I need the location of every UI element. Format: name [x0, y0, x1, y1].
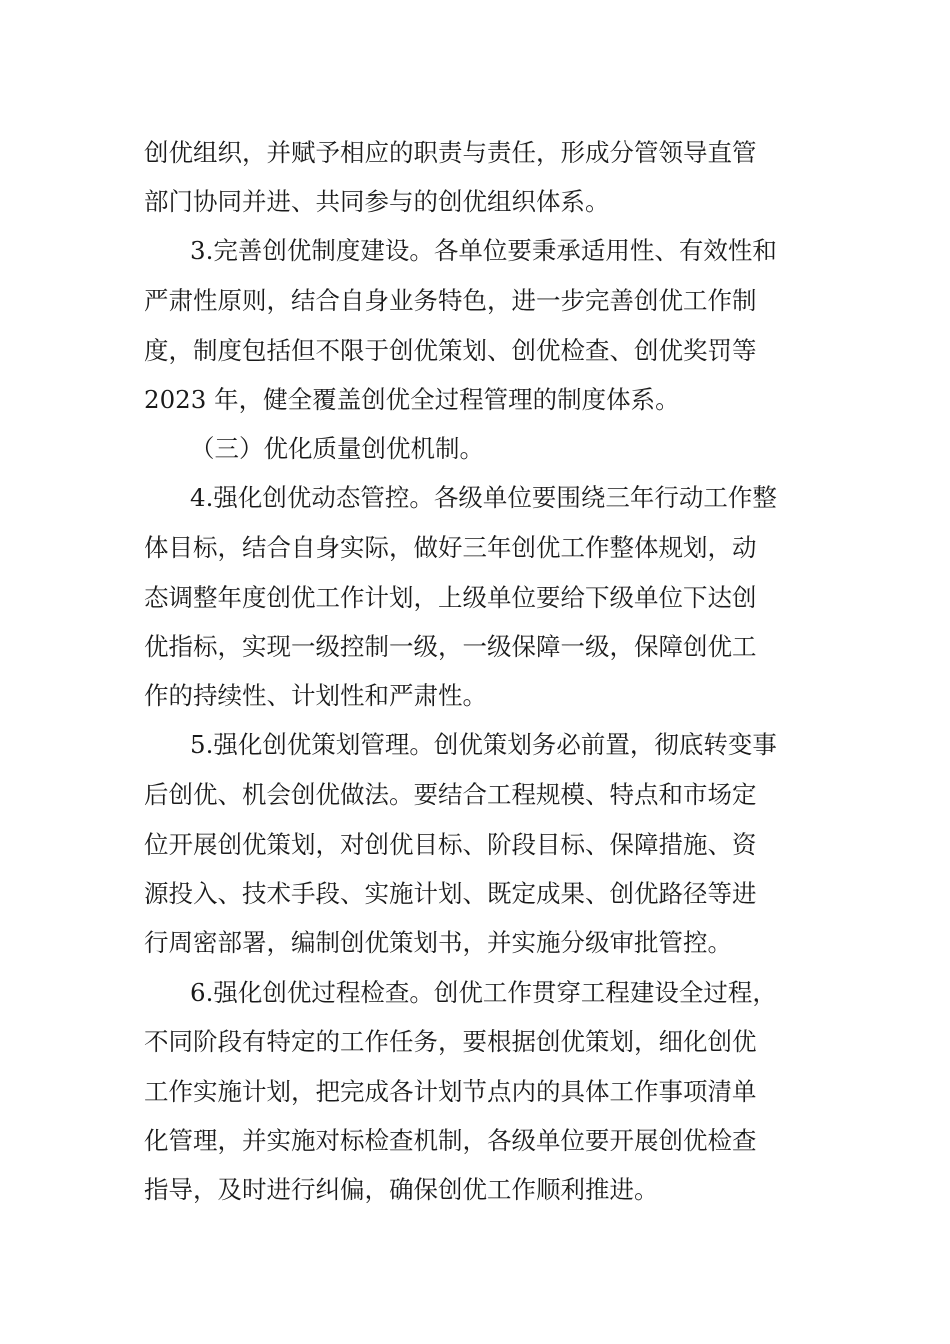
text-line: 行周密部署，编制创优策划书，并实施分级审批管控。: [144, 928, 732, 957]
text-line: 指导，及时进行纠偏，确保创优工作顺利推进。: [144, 1175, 659, 1204]
text-line: 作的持续性、计划性和严肃性。: [144, 681, 487, 710]
text-line: 工作实施计划，把完成各计划节点内的具体工作事项清单: [144, 1077, 757, 1106]
text-line: 态调整年度创优工作计划，上级单位要给下级单位下达创: [144, 583, 757, 612]
text-line: 不同阶段有特定的工作任务，要根据创优策划，细化创优: [144, 1027, 757, 1056]
text-line: 体目标，结合自身实际，做好三年创优工作整体规划，动: [144, 533, 757, 562]
paragraph-start-line: 3.完善创优制度建设。各单位要秉承适用性、有效性和: [190, 236, 777, 265]
text-line: 后创优、机会创优做法。要结合工程规模、特点和市场定: [144, 780, 757, 809]
paragraph-start-line: 5.强化创优策划管理。创优策划务必前置，彻底转变事: [190, 730, 777, 759]
text-line: 创优组织，并赋予相应的职责与责任，形成分管领导直管: [144, 138, 757, 167]
section-heading: （三）优化质量创优机制。: [190, 434, 484, 463]
text-line: 源投入、技术手段、实施计划、既定成果、创优路径等进: [144, 879, 757, 908]
text-line: 度，制度包括但不限于创优策划、创优检查、创优奖罚等: [144, 336, 757, 365]
text-line: 优指标，实现一级控制一级，一级保障一级，保障创优工: [144, 632, 757, 661]
text-line: 严肃性原则，结合自身业务特色，进一步完善创优工作制: [144, 286, 757, 315]
paragraph-start-line: 4.强化创优动态管控。各级单位要围绕三年行动工作整: [190, 483, 777, 512]
text-line: 位开展创优策划，对创优目标、阶段目标、保障措施、资: [144, 830, 757, 859]
text-line: 化管理，并实施对标检查机制，各级单位要开展创优检查: [144, 1126, 757, 1155]
paragraph-start-line: 6.强化创优过程检查。创优工作贯穿工程建设全过程，: [190, 978, 777, 1007]
text-line: 部门协同并进、共同参与的创优组织体系。: [144, 187, 610, 216]
text-line: 2023 年，健全覆盖创优全过程管理的制度体系。: [144, 385, 680, 414]
